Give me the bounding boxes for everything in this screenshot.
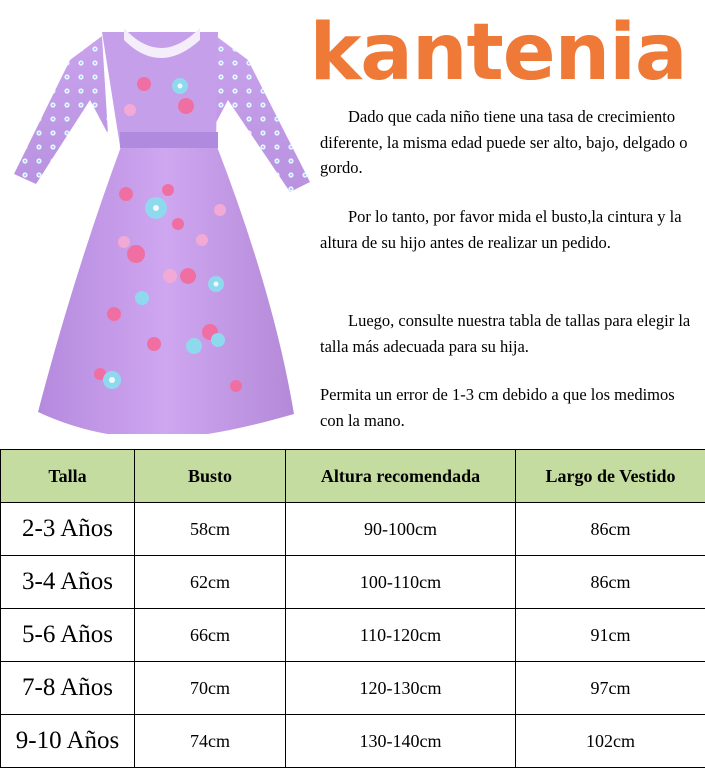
cell-altura: 110-120cm (286, 609, 516, 662)
cell-busto: 58cm (135, 503, 286, 556)
header-largo: Largo de Vestido (516, 450, 705, 503)
cell-busto: 66cm (135, 609, 286, 662)
table-row (1, 662, 705, 715)
cell-talla: 9-10 Años (1, 715, 135, 768)
header-altura: Altura recomendada (286, 450, 516, 503)
table-row (1, 556, 705, 609)
dress-product-image (4, 14, 314, 434)
size-chart-header-row (1, 450, 705, 503)
cell-largo: 91cm (516, 609, 705, 662)
header-busto: Busto (135, 450, 286, 503)
cell-busto: 62cm (135, 556, 286, 609)
table-row (1, 609, 705, 662)
cell-busto: 70cm (135, 662, 286, 715)
info-paragraph-size-chart: Luego, consulte nuestra tabla de tallas para elegir la talla más adecuada para su hija. (320, 311, 691, 356)
cell-largo: 86cm (516, 556, 705, 609)
info-paragraph-measure: Por lo tanto, por favor mida el busto,la cintura y la altura de su hijo antes de realizar un pedido. (320, 207, 682, 252)
cell-altura: 90-100cm (286, 503, 516, 556)
info-paragraph-error: Permita un error de 1-3 cm debido a que los medimos con la mano. (320, 385, 675, 430)
size-chart-table (0, 449, 705, 768)
cell-talla: 7-8 Años (1, 662, 135, 715)
cell-talla: 3-4 Años (1, 556, 135, 609)
table-row (1, 503, 705, 556)
cell-altura: 130-140cm (286, 715, 516, 768)
cell-largo: 97cm (516, 662, 705, 715)
info-paragraph-growth: Dado que cada niño tiene una tasa de crecimiento diferente, la misma edad puede ser alto, bajo, delgado o gordo. (320, 107, 688, 177)
brand-logo: kantenia (309, 8, 687, 98)
cell-largo: 86cm (516, 503, 705, 556)
cell-altura: 100-110cm (286, 556, 516, 609)
cell-talla: 2-3 Años (1, 503, 135, 556)
cell-talla: 5-6 Años (1, 609, 135, 662)
cell-altura: 120-130cm (286, 662, 516, 715)
table-row (1, 715, 705, 768)
header-talla: Talla (1, 450, 135, 503)
cell-largo: 102cm (516, 715, 705, 768)
cell-busto: 74cm (135, 715, 286, 768)
